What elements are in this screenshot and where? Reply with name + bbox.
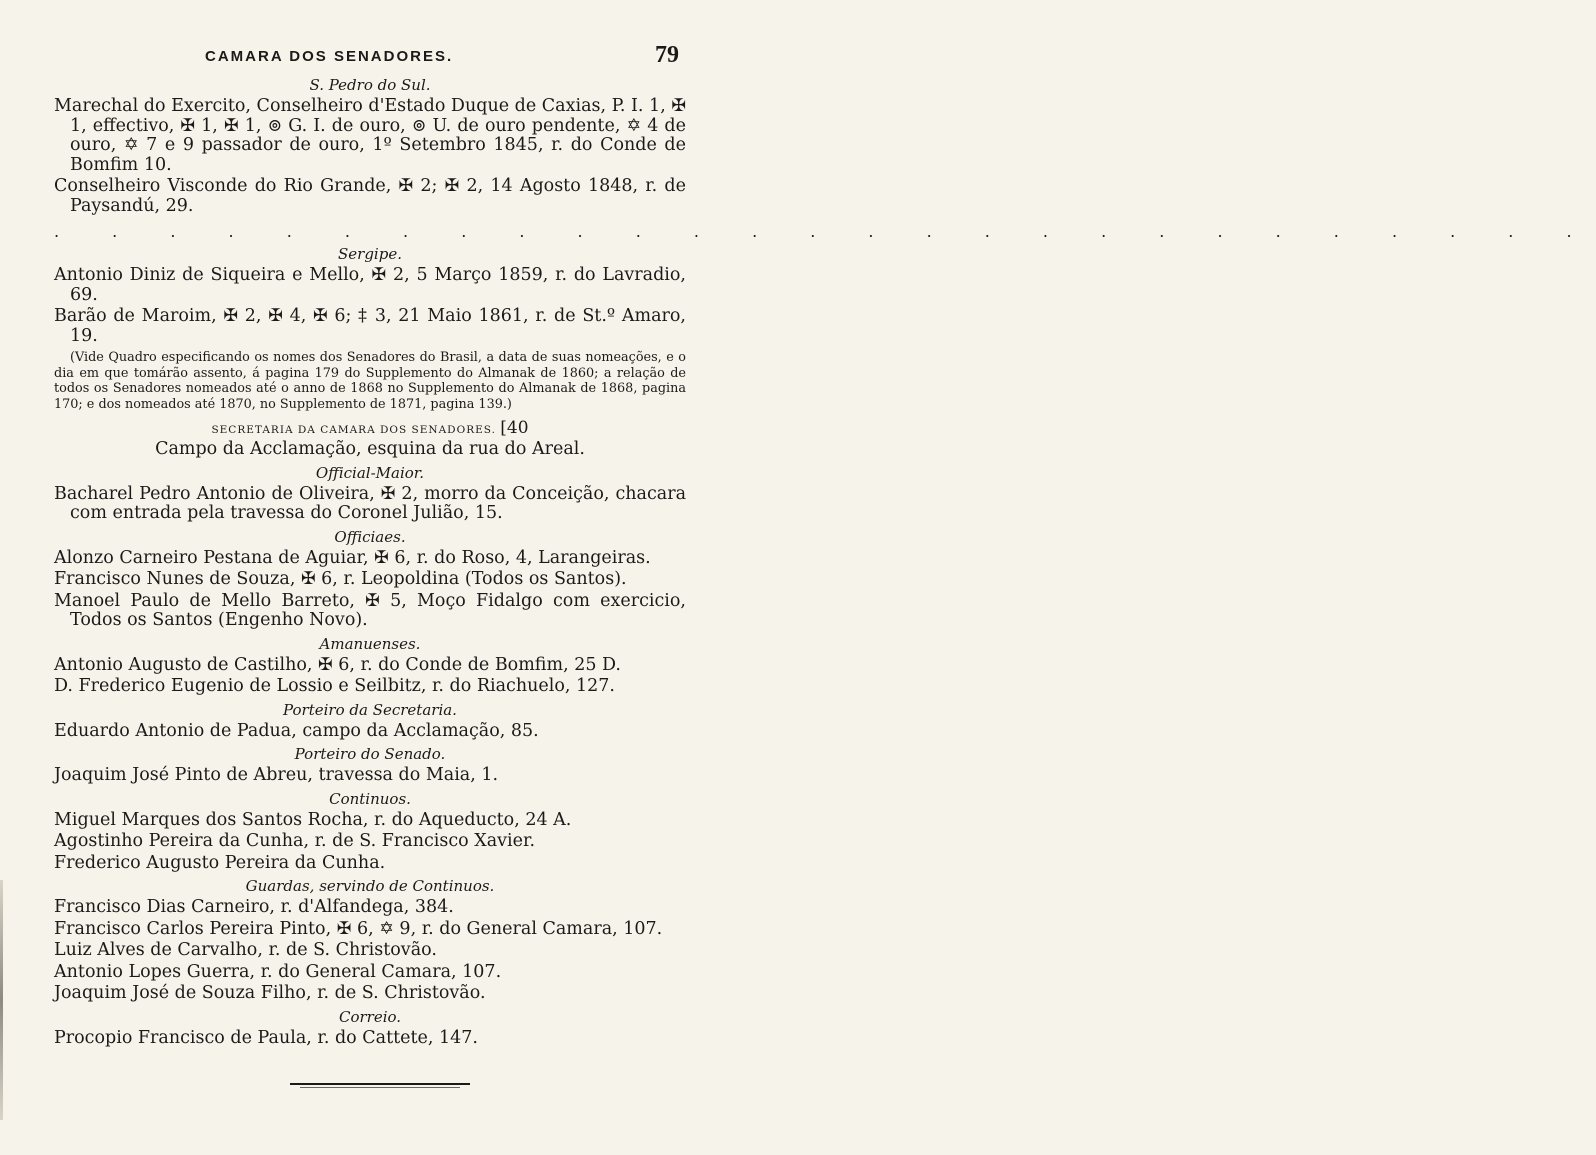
section-title: Sergipe. [338,245,402,263]
group-amanuenses [54,634,686,697]
page-header [0,40,757,70]
group-title: Guardas, servindo de Continuos. [245,877,495,895]
footnote: (Vide Quadro especificando os nomes dos Senadores do Brasil, a data de suas nomeações, e o dia em que tomárão assento, á pagina 179 do Supplemento do Almanak de 1860; a relação de todos os Senadores nomeados até o anno de 1868 no Supplemento do Almanak de 1868, pagina 170; e dos nomeados até 1870, no Supplemento de 1871, pagina 139.) [54,350,686,412]
list-item: Frederico Augusto Pereira da Cunha. [54,852,386,873]
list-item: D. Frederico Eugenio de Lossio e Seilbitz, r. do Riachuelo, 127. [54,676,615,696]
list-item: Marechal do Exercito, Conselheiro d'Estado Duque de Caxias, P. I. 1, ✠ 1, effectivo, ✠ 1, ✠ 1, ⊚ G. I. de ouro, ⊚ U. de ouro pendente, ✡ 4 de ouro, ✡ 7 e 9 passador de ouro, 1º Setembro 1845, r. do Conde de Bomfim 10. [54,96,686,175]
running-title: CAMARA DOS SENADORES. [205,48,454,65]
group-title: Porteiro do Senado. [294,745,446,763]
group-title: Officiaes. [334,527,406,546]
list-item: Antonio Lopes Guerra, r. do General Camara, 107. [54,961,502,982]
page-content [54,72,1596,1050]
list-item: Francisco Dias Carneiro, r. d'Alfandega, 384. [54,897,454,917]
section-sergipe [54,244,686,346]
section-sao-pedro [54,75,686,216]
list-item: Alonzo Carneiro Pestana de Aguiar, ✠ 6, r. do Roso, 4, Larangeiras. [54,547,651,568]
group-title: Continuos. [329,789,411,808]
page-edge-shadow [0,880,3,1120]
secretaria-address: Campo da Acclamação, esquina da rua do Areal. [155,439,585,459]
group-title: Official-Maior. [315,463,425,482]
group-continuos [54,789,686,874]
page-number: 79 [655,42,679,68]
secretaria-heading-text: SECRETARIA DA CAMARA DOS SENADORES. [211,424,496,436]
group-porteiro-secretaria [54,700,686,742]
group-correio [54,1007,686,1049]
list-item: Joaquim José Pinto de Abreu, travessa do Maia, 1. [54,765,499,785]
closing-rule [290,1083,470,1085]
section-title: S. Pedro do Sul. [309,76,431,94]
secretaria-heading [54,420,686,438]
list-item: Antonio Diniz de Siqueira e Mello, ✠ 2, 5 Março 1859, r. do Lavradio, 69. [54,265,686,305]
list-item: Barão de Maroim, ✠ 2, ✠ 4, ✠ 6; ‡ 3, 21 Maio 1861, r. de St.º Amaro, 19. [54,306,686,346]
secretaria-ref: [40 [500,418,529,438]
list-item: Eduardo Antonio de Padua, campo da Acclamação, 85. [54,720,539,741]
list-item: Conselheiro Visconde do Rio Grande, ✠ 2; ✠ 2, 14 Agosto 1848, r. de Paysandú, 29. [54,176,686,216]
dotted-separator: . . . . . . . . . . . . . . . . . . . . . . . . . . . [54,222,1596,241]
list-item: Bacharel Pedro Antonio de Oliveira, ✠ 2, morro da Conceição, chacara com entrada pela travessa do Coronel Julião, 15. [54,483,686,523]
list-item: Luiz Alves de Carvalho, r. de S. Christovão. [54,940,437,960]
list-item: Antonio Augusto de Castilho, ✠ 6, r. do Conde de Bomfim, 25 D. [54,654,621,675]
list-item: Manoel Paulo de Mello Barreto, ✠ 5, Moço Fidalgo com exercicio, Todos os Santos (Engenho Novo). [54,590,686,630]
group-officiaes [54,527,686,631]
group-porteiro-senado [54,744,686,786]
list-item: Miguel Marques dos Santos Rocha, r. do Aqueducto, 24 A. [54,809,572,830]
list-item: Joaquim José de Souza Filho, r. de S. Christovão. [54,983,486,1003]
closing-rule-thin [300,1087,460,1088]
list-item: Agostinho Pereira da Cunha, r. de S. Francisco Xavier. [54,831,536,851]
list-item: Procopio Francisco de Paula, r. do Cattete, 147. [54,1027,478,1048]
group-title: Amanuenses. [319,634,421,653]
list-item: Francisco Carlos Pereira Pinto, ✠ 6, ✡ 9, r. do General Camara, 107. [54,918,663,939]
group-title: Porteiro da Secretaria. [283,700,457,719]
list-item: Francisco Nunes de Souza, ✠ 6, r. Leopoldina (Todos os Santos). [54,569,627,589]
group-guardas [54,876,686,1004]
group-title: Correio. [338,1007,402,1026]
group-official-maior [54,463,686,524]
